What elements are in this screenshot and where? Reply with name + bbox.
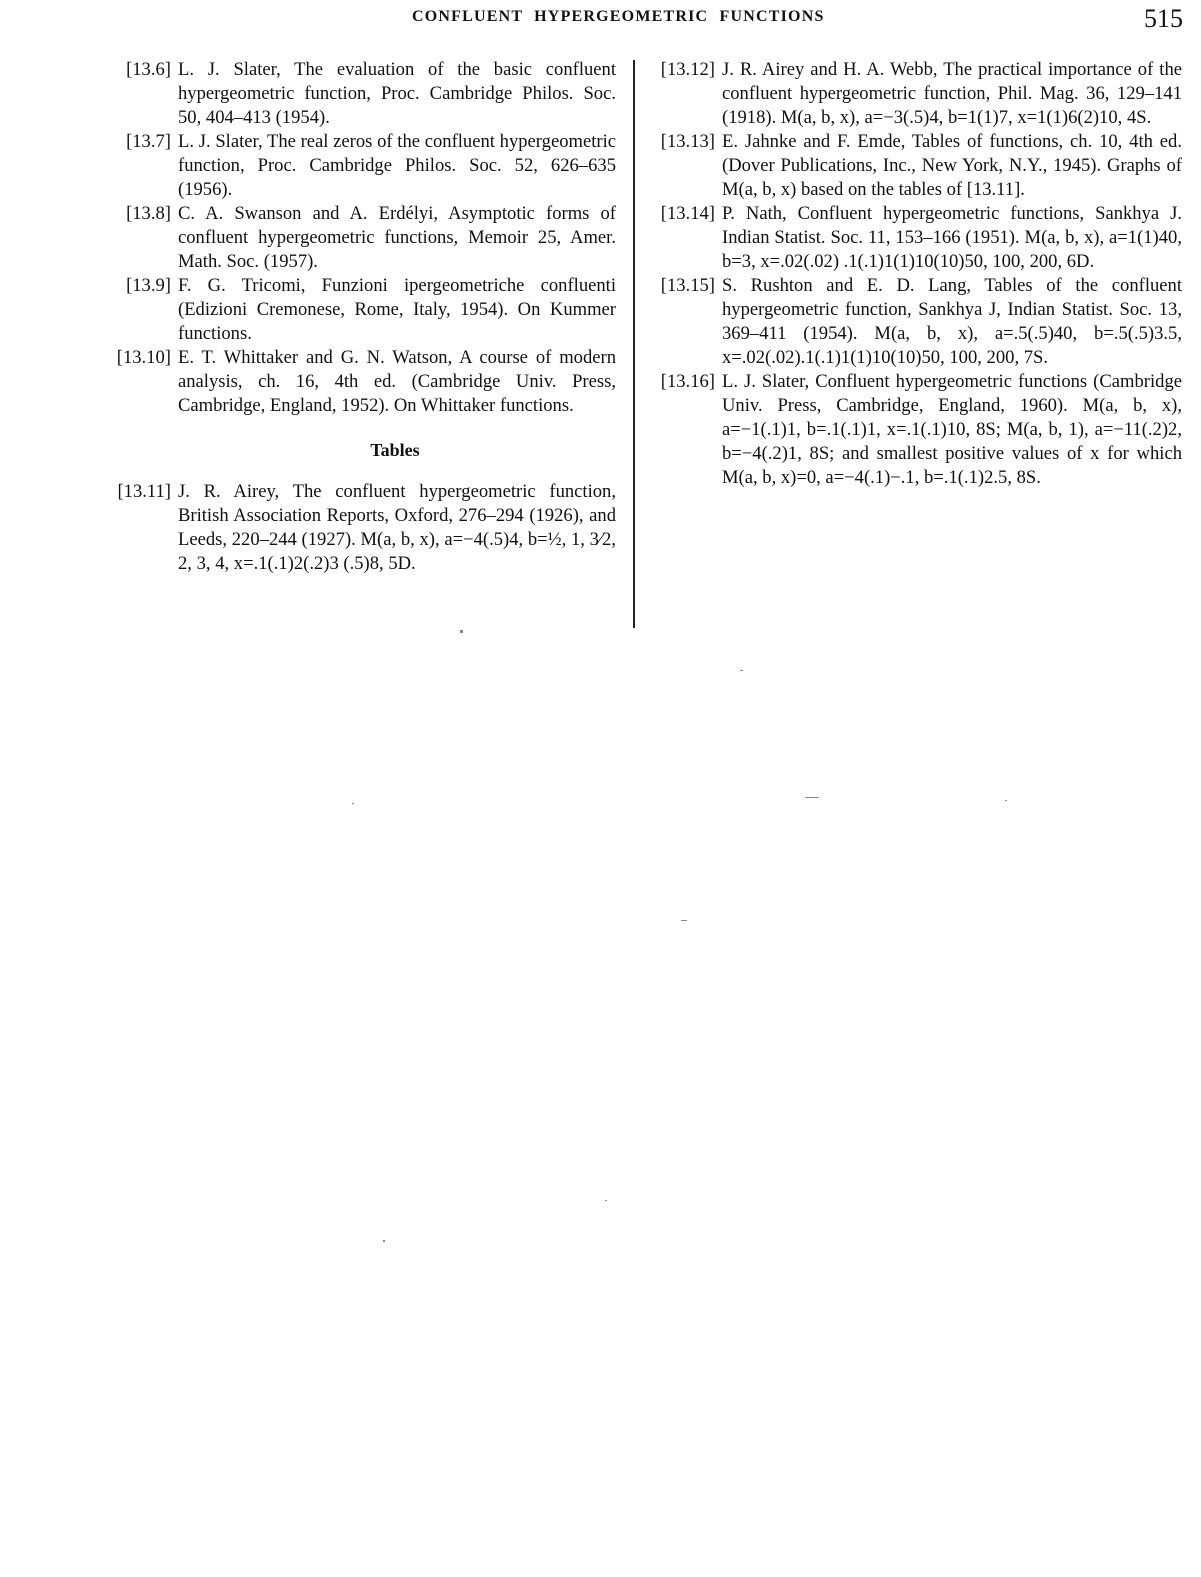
reference-13-6 [84, 58, 616, 130]
reference-13-15 [650, 274, 1182, 370]
reference-key: [13.7] [126, 131, 171, 152]
reference-text: E. T. Whittaker and G. N. Watson, A course of modern analysis, ch. 16, 4th ed. (Cambridge Univ. Press, Cambridge, England, 1952). On Whittaker functions. [178, 347, 616, 416]
reference-13-11 [84, 480, 616, 576]
left-column [84, 58, 616, 576]
section-heading-tables: Tables [370, 440, 420, 460]
reference-key: [13.10] [116, 347, 171, 368]
scan-speck [681, 920, 687, 921]
reference-key: [13.6] [126, 59, 171, 80]
reference-text: C. A. Swanson and A. Erdélyi, Asymptotic forms of confluent hypergeometric functions, Memoir 25, Amer. Math. Soc. (1957). [178, 203, 616, 272]
reference-13-14 [650, 202, 1182, 274]
reference-13-9 [84, 274, 616, 346]
reference-13-12 [650, 58, 1182, 130]
reference-text: L. J. Slater, The evaluation of the basic confluent hypergeometric function, Proc. Cambridge Philos. Soc. 50, 404–413 (1954). [178, 59, 616, 128]
reference-text: J. R. Airey, The confluent hypergeometric function, British Association Reports, Oxford, 276–294 (1926), and Leeds, 220–244 (1927). M(a, b, x), a=−4(.5)4, b=½, 1, 3⁄2, 2, 3, 4, x=.1(.1)2(.2)3 (.5)8, 5D. [178, 481, 616, 574]
page-number: 515 [1144, 4, 1183, 33]
reference-13-10 [84, 346, 616, 418]
scan-speck [460, 630, 463, 633]
running-head: CONFLUENT HYPERGEOMETRIC FUNCTIONS [412, 8, 825, 25]
reference-13-13 [650, 130, 1182, 202]
reference-text: P. Nath, Confluent hypergeometric functions, Sankhya J. Indian Statist. Soc. 11, 153–166 (1951). M(a, b, x), a=1(1)40, b=3, x=.02(.02) .1(.1)1(1)10(10)50, 100, 200, 6D. [722, 203, 1182, 272]
reference-13-8 [84, 202, 616, 274]
reference-text: E. Jahnke and F. Emde, Tables of functions, ch. 10, 4th ed. (Dover Publications, Inc., New York, N.Y., 1945). Graphs of M(a, b, x) based on the tables of [13.11]. [722, 131, 1182, 200]
reference-key: [13.11] [117, 481, 171, 502]
scan-speck [383, 1240, 385, 1242]
scan-speck [740, 670, 743, 671]
scan-speck [1005, 800, 1007, 801]
reference-key: [13.15] [660, 275, 715, 296]
reference-text: F. G. Tricomi, Funzioni ipergeometriche confluenti (Edizioni Cremonese, Rome, Italy, 1954). On Kummer functions. [178, 275, 616, 344]
reference-key: [13.9] [126, 275, 171, 296]
reference-key: [13.13] [660, 131, 715, 152]
scan-speck [352, 803, 354, 804]
column-divider [633, 60, 635, 628]
reference-key: [13.8] [126, 203, 171, 224]
reference-key: [13.14] [660, 203, 715, 224]
reference-text: L. J. Slater, The real zeros of the confluent hypergeometric function, Proc. Cambridge Philos. Soc. 52, 626–635 (1956). [178, 131, 616, 200]
reference-key: [13.12] [660, 59, 715, 80]
reference-13-16 [650, 370, 1182, 490]
reference-13-7 [84, 130, 616, 202]
scan-speck [805, 797, 819, 798]
reference-text: S. Rushton and E. D. Lang, Tables of the confluent hypergeometric function, Sankhya J, Indian Statist. Soc. 13, 369–411 (1954). M(a, b, x), a=.5(.5)40, b=.5(.5)3.5, x=.02(.02).1(.1)1(1)10(10)50, 100, 200, 7S. [722, 275, 1182, 368]
reference-text: L. J. Slater, Confluent hypergeometric functions (Cambridge Univ. Press, Cambridge, England, 1960). M(a, b, x), a=−1(.1)1, b=.1(.1)1, x=.1(.1)10, 8S; M(a, b, 1), a=−11(.2)2, b=−4(.2)1, 8S; and smallest positive values of x for which M(a, b, x)=0, a=−4(.1)−.1, b=.1(.1)2.5, 8S. [722, 371, 1182, 488]
scan-speck [605, 1200, 607, 1201]
reference-text: J. R. Airey and H. A. Webb, The practical importance of the confluent hypergeometric function, Phil. Mag. 36, 129–141 (1918). M(a, b, x), a=−3(.5)4, b=1(1)7, x=1(1)6(2)10, 4S. [722, 59, 1182, 128]
right-column [650, 58, 1182, 490]
reference-key: [13.16] [660, 371, 715, 392]
